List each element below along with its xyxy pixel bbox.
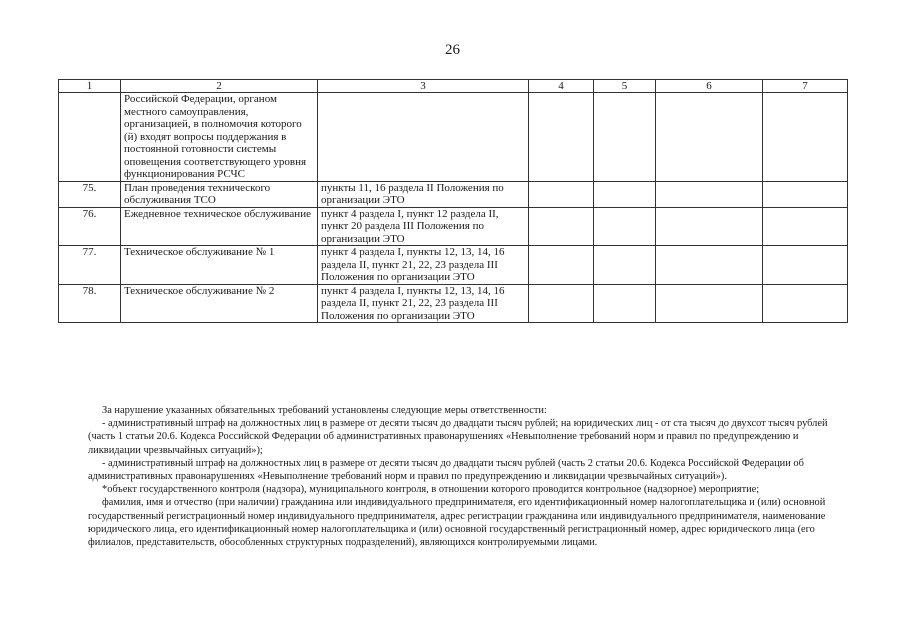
penalty-paragraph-2: - административный штраф на должностных лиц в размере от десяти тысяч до двадцати тысяч рублей (часть 2 статьи 20.6. Кодекса Российской Федерации об административных правонарушениях «Невыполнение требований норм и правил по предупреждению и ликвидации чрезвычайных ситуаций»).	[88, 457, 804, 483]
table-header-row	[59, 80, 848, 93]
legal-reference: пункты 11, 16 раздела II Положения по организации ЭТО	[318, 181, 529, 207]
table-row	[59, 246, 848, 285]
empty-cell	[594, 207, 656, 246]
column-header: 3	[318, 80, 529, 93]
table-row	[59, 207, 848, 246]
empty-cell	[656, 284, 763, 323]
empty-cell	[594, 181, 656, 207]
row-number: 76.	[59, 207, 121, 246]
requirement-name: Ежедневное техническое обслуживание	[121, 207, 318, 246]
empty-cell	[594, 284, 656, 323]
penalty-paragraph-1: - административный штраф на должностных лиц в размере от десяти тысяч до двадцати тысяч рублей; на юридических лиц - от ста тысяч до двухсот тысяч рублей (часть 1 статьи 20.6. Кодекса Российской Федерации об административных правонарушениях «Невыполнение требований норм и правил по предупреждению и ликвидации чрезвычайных ситуаций»);	[88, 418, 828, 456]
footnote-controlled-persons: фамилия, имя и отчество (при наличии) гражданина или индивидуального предпринимателя, его идентификационный номер налогоплательщика и (или) основной государственный регистрационный номер индивидуального предпринимателя, адрес регистрации гражданина или индивидуального предпринимателя, наименование юридического лица, его идентификационный номер налогоплательщика и (или) основной государственный регистрационный номер, адрес юридического лица (его филиалов, представительств, обособленных структурных подразделений), являющихся контролируемыми лицами.	[88, 497, 826, 549]
page-number: 26	[445, 42, 460, 58]
legal-reference: пункт 4 раздела I, пункты 12, 13, 14, 16 раздела II, пункт 21, 22, 23 раздела III Положения по организации ЭТО	[318, 246, 529, 285]
column-header: 5	[594, 80, 656, 93]
empty-cell	[763, 207, 848, 246]
empty-cell	[529, 181, 594, 207]
column-header: 7	[763, 80, 848, 93]
empty-cell	[529, 284, 594, 323]
requirement-name: Техническое обслуживание № 1	[121, 246, 318, 285]
legal-reference: пункт 4 раздела I, пункты 12, 13, 14, 16 раздела II, пункт 21, 22, 23 раздела III Положения по организации ЭТО	[318, 284, 529, 323]
legal-reference	[318, 93, 529, 182]
requirement-name: Техническое обслуживание № 2	[121, 284, 318, 323]
empty-cell	[656, 181, 763, 207]
requirement-name: Российской Федерации, органом местного самоуправления, организацией, в полномочия которого (й) входят вопросы поддержания в постоянной готовности системы оповещения соответствующего уровня функционирования РСЧС	[121, 93, 318, 182]
empty-cell	[763, 246, 848, 285]
empty-cell	[594, 93, 656, 182]
notes-intro: За нарушение указанных обязательных требований установлены следующие меры ответственности:	[102, 405, 547, 416]
requirement-name: План проведения технического обслуживания ТСО	[121, 181, 318, 207]
footnote-object: *объект государственного контроля (надзора), муниципального контроля, в отношении которого проводится контрольное (надзорное) мероприятие;	[102, 484, 760, 496]
column-header: 6	[656, 80, 763, 93]
row-number: 78.	[59, 284, 121, 323]
table-row	[59, 284, 848, 323]
empty-cell	[594, 246, 656, 285]
empty-cell	[763, 284, 848, 323]
table-row	[59, 93, 848, 182]
empty-cell	[656, 93, 763, 182]
responsibility-notes	[88, 404, 844, 549]
column-header: 1	[59, 80, 121, 93]
empty-cell	[529, 207, 594, 246]
legal-reference: пункт 4 раздела I, пункт 12 раздела II, пункт 20 раздела III Положения по организации ЭТО	[318, 207, 529, 246]
requirements-table	[58, 79, 848, 323]
table-row	[59, 181, 848, 207]
empty-cell	[656, 246, 763, 285]
empty-cell	[656, 207, 763, 246]
column-header: 2	[121, 80, 318, 93]
row-number	[59, 93, 121, 182]
row-number: 77.	[59, 246, 121, 285]
empty-cell	[763, 181, 848, 207]
empty-cell	[763, 93, 848, 182]
row-number: 75.	[59, 181, 121, 207]
column-header: 4	[529, 80, 594, 93]
empty-cell	[529, 246, 594, 285]
empty-cell	[529, 93, 594, 182]
